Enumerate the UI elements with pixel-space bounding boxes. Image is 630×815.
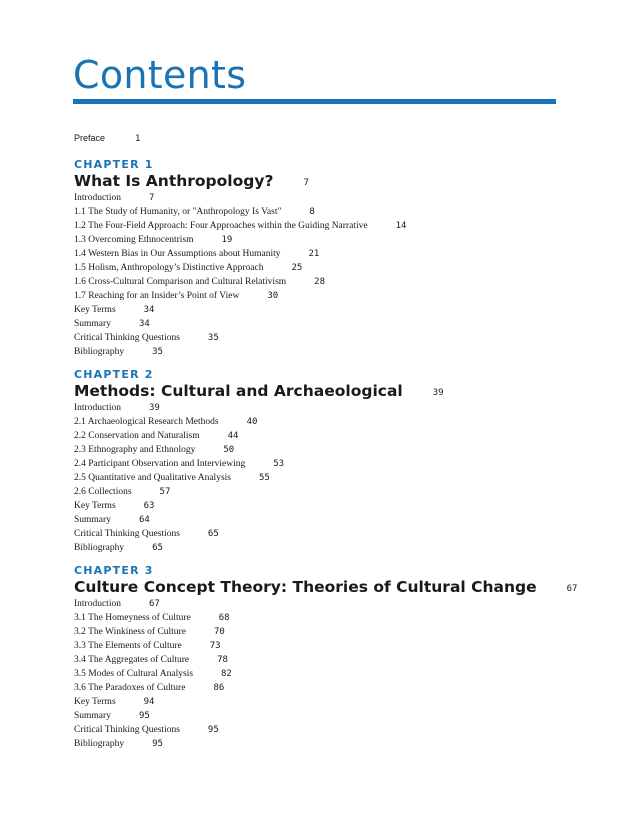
toc-entry-label: Bibliography [74,739,125,749]
toc-entry-page: 70 [213,627,225,637]
chapter-title-link[interactable] [74,577,578,597]
toc-entry-page: 30 [267,291,279,301]
toc-entry-page: 78 [217,655,228,665]
toc-entry[interactable] [74,205,574,219]
toc-entry-label: Key Terms [74,697,116,707]
toc-entry-page: 65 [207,529,219,539]
toc-entry-label: 3.4 The Aggregates of Culture [74,655,190,665]
toc-entry[interactable] [74,709,574,723]
toc-entry-page: 40 [246,417,258,427]
toc-entry[interactable] [74,317,574,331]
toc-entry[interactable] [74,681,574,695]
toc-entry-label: 2.6 Collections [74,487,132,497]
toc-entry[interactable] [74,667,574,681]
toc-entry-label: 1.1 The Study of Humanity, or "Anthropology Is Vast" [74,207,282,217]
toc-entry-label: 1.6 Cross-Cultural Comparison and Cultural Relativism [74,277,287,287]
toc-entry-label: Introduction [74,193,121,203]
chapter-1-entries [74,191,574,359]
chapter-3-entries [74,597,574,751]
chapter-page: 67 [566,584,578,594]
toc-entry-page: 1 [135,134,141,144]
toc-entry-page: 34 [138,319,150,329]
toc-entry-page: 95 [138,711,150,721]
page-title: Contents [73,53,247,97]
chapter-page: 7 [303,178,309,188]
toc-entry-page: 50 [223,445,235,455]
chapter-label: CHAPTER 3 [74,564,154,577]
toc-entry-label: 2.5 Quantitative and Qualitative Analysis [74,473,231,483]
toc-entry[interactable] [74,457,574,471]
toc-entry-label: Critical Thinking Questions [74,333,180,343]
toc-entry[interactable] [74,541,574,555]
toc-entry-page: 19 [221,235,233,245]
toc-entry-page: 44 [227,431,239,441]
toc-entry-page: 86 [213,683,225,693]
toc-entry-page: 55 [258,473,270,483]
toc-entry[interactable] [74,471,574,485]
toc-entry-label: 1.4 Western Bias in Our Assumptions about Humanity [74,249,281,259]
toc-entry[interactable] [74,261,574,275]
toc-entry[interactable] [74,737,574,751]
chapter-label: CHAPTER 1 [74,158,154,171]
toc-entry-page: 65 [152,543,163,553]
toc-entry[interactable] [74,597,574,611]
toc-entry-label: Key Terms [74,305,116,315]
toc-entry-page: 35 [207,333,219,343]
toc-entry-page: 14 [395,221,407,231]
toc-entry-label: 3.5 Modes of Cultural Analysis [74,669,194,679]
toc-entry[interactable] [74,695,574,709]
toc-entry-label: Critical Thinking Questions [74,529,180,539]
toc-entry-label: 3.3 The Elements of Culture [74,641,182,651]
chapter-title-link[interactable] [74,171,574,191]
toc-entry[interactable] [74,513,574,527]
toc-entry-label: Preface [74,133,106,143]
toc-entry-label: Summary [74,319,111,329]
toc-entry-page: 8 [309,207,315,217]
toc-entry-label: 2.1 Archaeological Research Methods [74,417,219,427]
toc-entry-label: 2.4 Participant Observation and Interviewing [74,459,246,469]
toc-entry-label: 3.2 The Winkiness of Culture [74,627,186,637]
toc-entry[interactable] [74,429,574,443]
toc-entry-page: 63 [143,501,155,511]
chapter-page: 39 [432,388,444,398]
toc-entry-label: 1.3 Overcoming Ethnocentrism [74,235,194,245]
toc-entry-page: 28 [314,277,325,287]
toc-entry[interactable] [74,247,574,261]
toc-entry-page: 7 [148,193,155,203]
toc-entry-page: 53 [273,459,285,469]
toc-entry-label: 1.2 The Four-Field Approach: Four Approaches within the Guiding Narrative [74,221,368,231]
toc-entry-label: 3.1 The Homeyness of Culture [74,613,191,623]
toc-entry[interactable] [74,611,574,625]
toc-entry[interactable] [74,289,574,303]
toc-entry[interactable] [74,275,574,289]
chapter-title-link[interactable] [74,381,574,401]
toc-entry[interactable] [74,401,574,415]
toc-entry-label: Bibliography [74,347,125,357]
toc-entry[interactable] [74,443,574,457]
toc-entry-page: 34 [143,305,155,315]
toc-entry-label: Summary [74,711,111,721]
chapter-3-section [74,564,578,751]
toc-entry-page: 35 [152,347,163,357]
toc-entry-page: 25 [291,263,303,273]
toc-entry-page: 68 [218,613,230,623]
toc-entry-preface[interactable] [74,132,140,145]
toc-entry[interactable] [74,653,574,667]
toc-entry[interactable] [74,723,574,737]
toc-entry-page: 64 [138,515,150,525]
toc-entry[interactable] [74,345,574,359]
toc-entry[interactable] [74,639,574,653]
toc-entry-label: Introduction [74,599,121,609]
chapter-title: Methods: Cultural and Archaeological [74,382,403,400]
toc-entry-page: 94 [143,697,155,707]
toc-entry-label: 2.2 Conservation and Naturalism [74,431,200,441]
toc-entry-page: 39 [148,403,160,413]
toc-entry[interactable] [74,303,574,317]
chapter-1-section [74,158,574,359]
toc-entry-page: 95 [207,725,219,735]
toc-entry[interactable] [74,331,574,345]
toc-entry-page: 95 [152,739,163,749]
toc-entry-label: Summary [74,515,111,525]
toc-entry-label: 1.7 Reaching for an Insider’s Point of View [74,291,240,301]
toc-entry[interactable] [74,625,574,639]
toc-entry[interactable] [74,527,574,541]
toc-entry[interactable] [74,191,574,205]
toc-entry-label: 1.5 Holism, Anthropology’s Distinctive Approach [74,263,264,273]
title-divider [73,99,556,104]
chapter-title: What Is Anthropology? [74,172,274,190]
toc-entry-label: Key Terms [74,501,116,511]
chapter-2-section [74,368,574,555]
toc-entry-label: Introduction [74,403,121,413]
toc-entry[interactable] [74,499,574,513]
toc-entry[interactable] [74,233,574,247]
toc-entry-label: Bibliography [74,543,125,553]
toc-entry[interactable] [74,485,574,499]
toc-entry-page: 57 [159,487,171,497]
toc-entry-page: 21 [308,249,320,259]
toc-entry[interactable] [74,219,574,233]
toc-entry-page: 73 [209,641,221,651]
toc-entry-page: 82 [221,669,232,679]
toc-entry-label: 2.3 Ethnography and Ethnology [74,445,196,455]
toc-entry-label: 3.6 The Paradoxes of Culture [74,683,186,693]
chapter-label: CHAPTER 2 [74,368,154,381]
toc-entry-page: 67 [148,599,160,609]
toc-entry-label: Critical Thinking Questions [74,725,180,735]
toc-entry[interactable] [74,415,574,429]
chapter-2-entries [74,401,574,555]
chapter-title: Culture Concept Theory: Theories of Cultural Change [74,578,537,596]
